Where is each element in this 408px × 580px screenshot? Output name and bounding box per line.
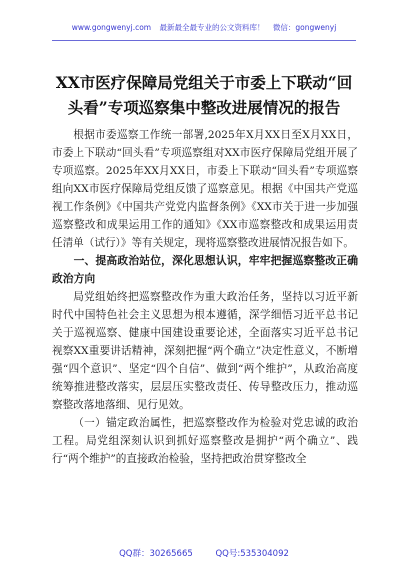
site-slogan: 最新最全最专业的公文资料库！ — [159, 23, 265, 32]
section-1-paragraph: 局党组始终把巡察整改作为重大政治任务，坚持以习近平新时代中国特色社会主义思想为根本遵循，深学细悟习近平总书记关于巡视巡察、健康中国建设重要论述，全面落实习近平总书记视察XX重要讲话精神，深刻把握“两个确立”决定性意义，不断增强“四个意识”、坚定“四个自信”、做到“两个维护”，从政治高度统筹推进整改落实，层层压实整改责任、传导整改压力，推动巡察整改落地落细、见行见效。 — [52, 291, 358, 411]
header-divider — [52, 40, 356, 41]
page-footer — [0, 547, 408, 559]
site-url[interactable]: www.gongwenyj.com — [71, 23, 152, 32]
qq-number: QQ号:535304092 — [215, 549, 289, 559]
section-heading-1: 一、提高政治站位，深化思想认识，牢牢把握巡察整改正确政治方向 — [52, 254, 358, 285]
wechat-id: 微信：gongwenyj — [272, 23, 337, 32]
document-title: XX市医疗保障局党组关于市委上下联动“回头看”专项巡察集中整改进展情况的报告 — [55, 73, 353, 117]
intro-paragraph: 根据市委巡察工作统一部署,2025年X月XX日至X月XX日，市委上下联动“回头看”专项巡察组对XX市医疗保障局党组开展了专项巡察。2025年XX月XX日，市委上下联动“回头看”专项巡察组向XX市医疗保障局党组反馈了巡察意见。根据《中国共产党巡视工作条例》《中国共产党党内监督条例》《XX市关于进一步加强巡察整改和成果运用工作的通知》《XX市巡察整改和成果运用责任清单（试行）》等有关规定，现将巡察整改进展情况报告如下。 — [52, 129, 358, 249]
subsection-1-paragraph: （一）锚定政治属性，把巡察整改作为检验对党忠诚的政治工程。局党组深刻认识到抓好巡察整改是拥护“两个确立”、践行“两个维护”的直接政治检验，坚持把政治贯穿整改全 — [52, 417, 358, 465]
document-body — [52, 126, 358, 468]
qq-group: QQ群：30265665 — [119, 549, 193, 559]
site-header — [0, 22, 408, 33]
